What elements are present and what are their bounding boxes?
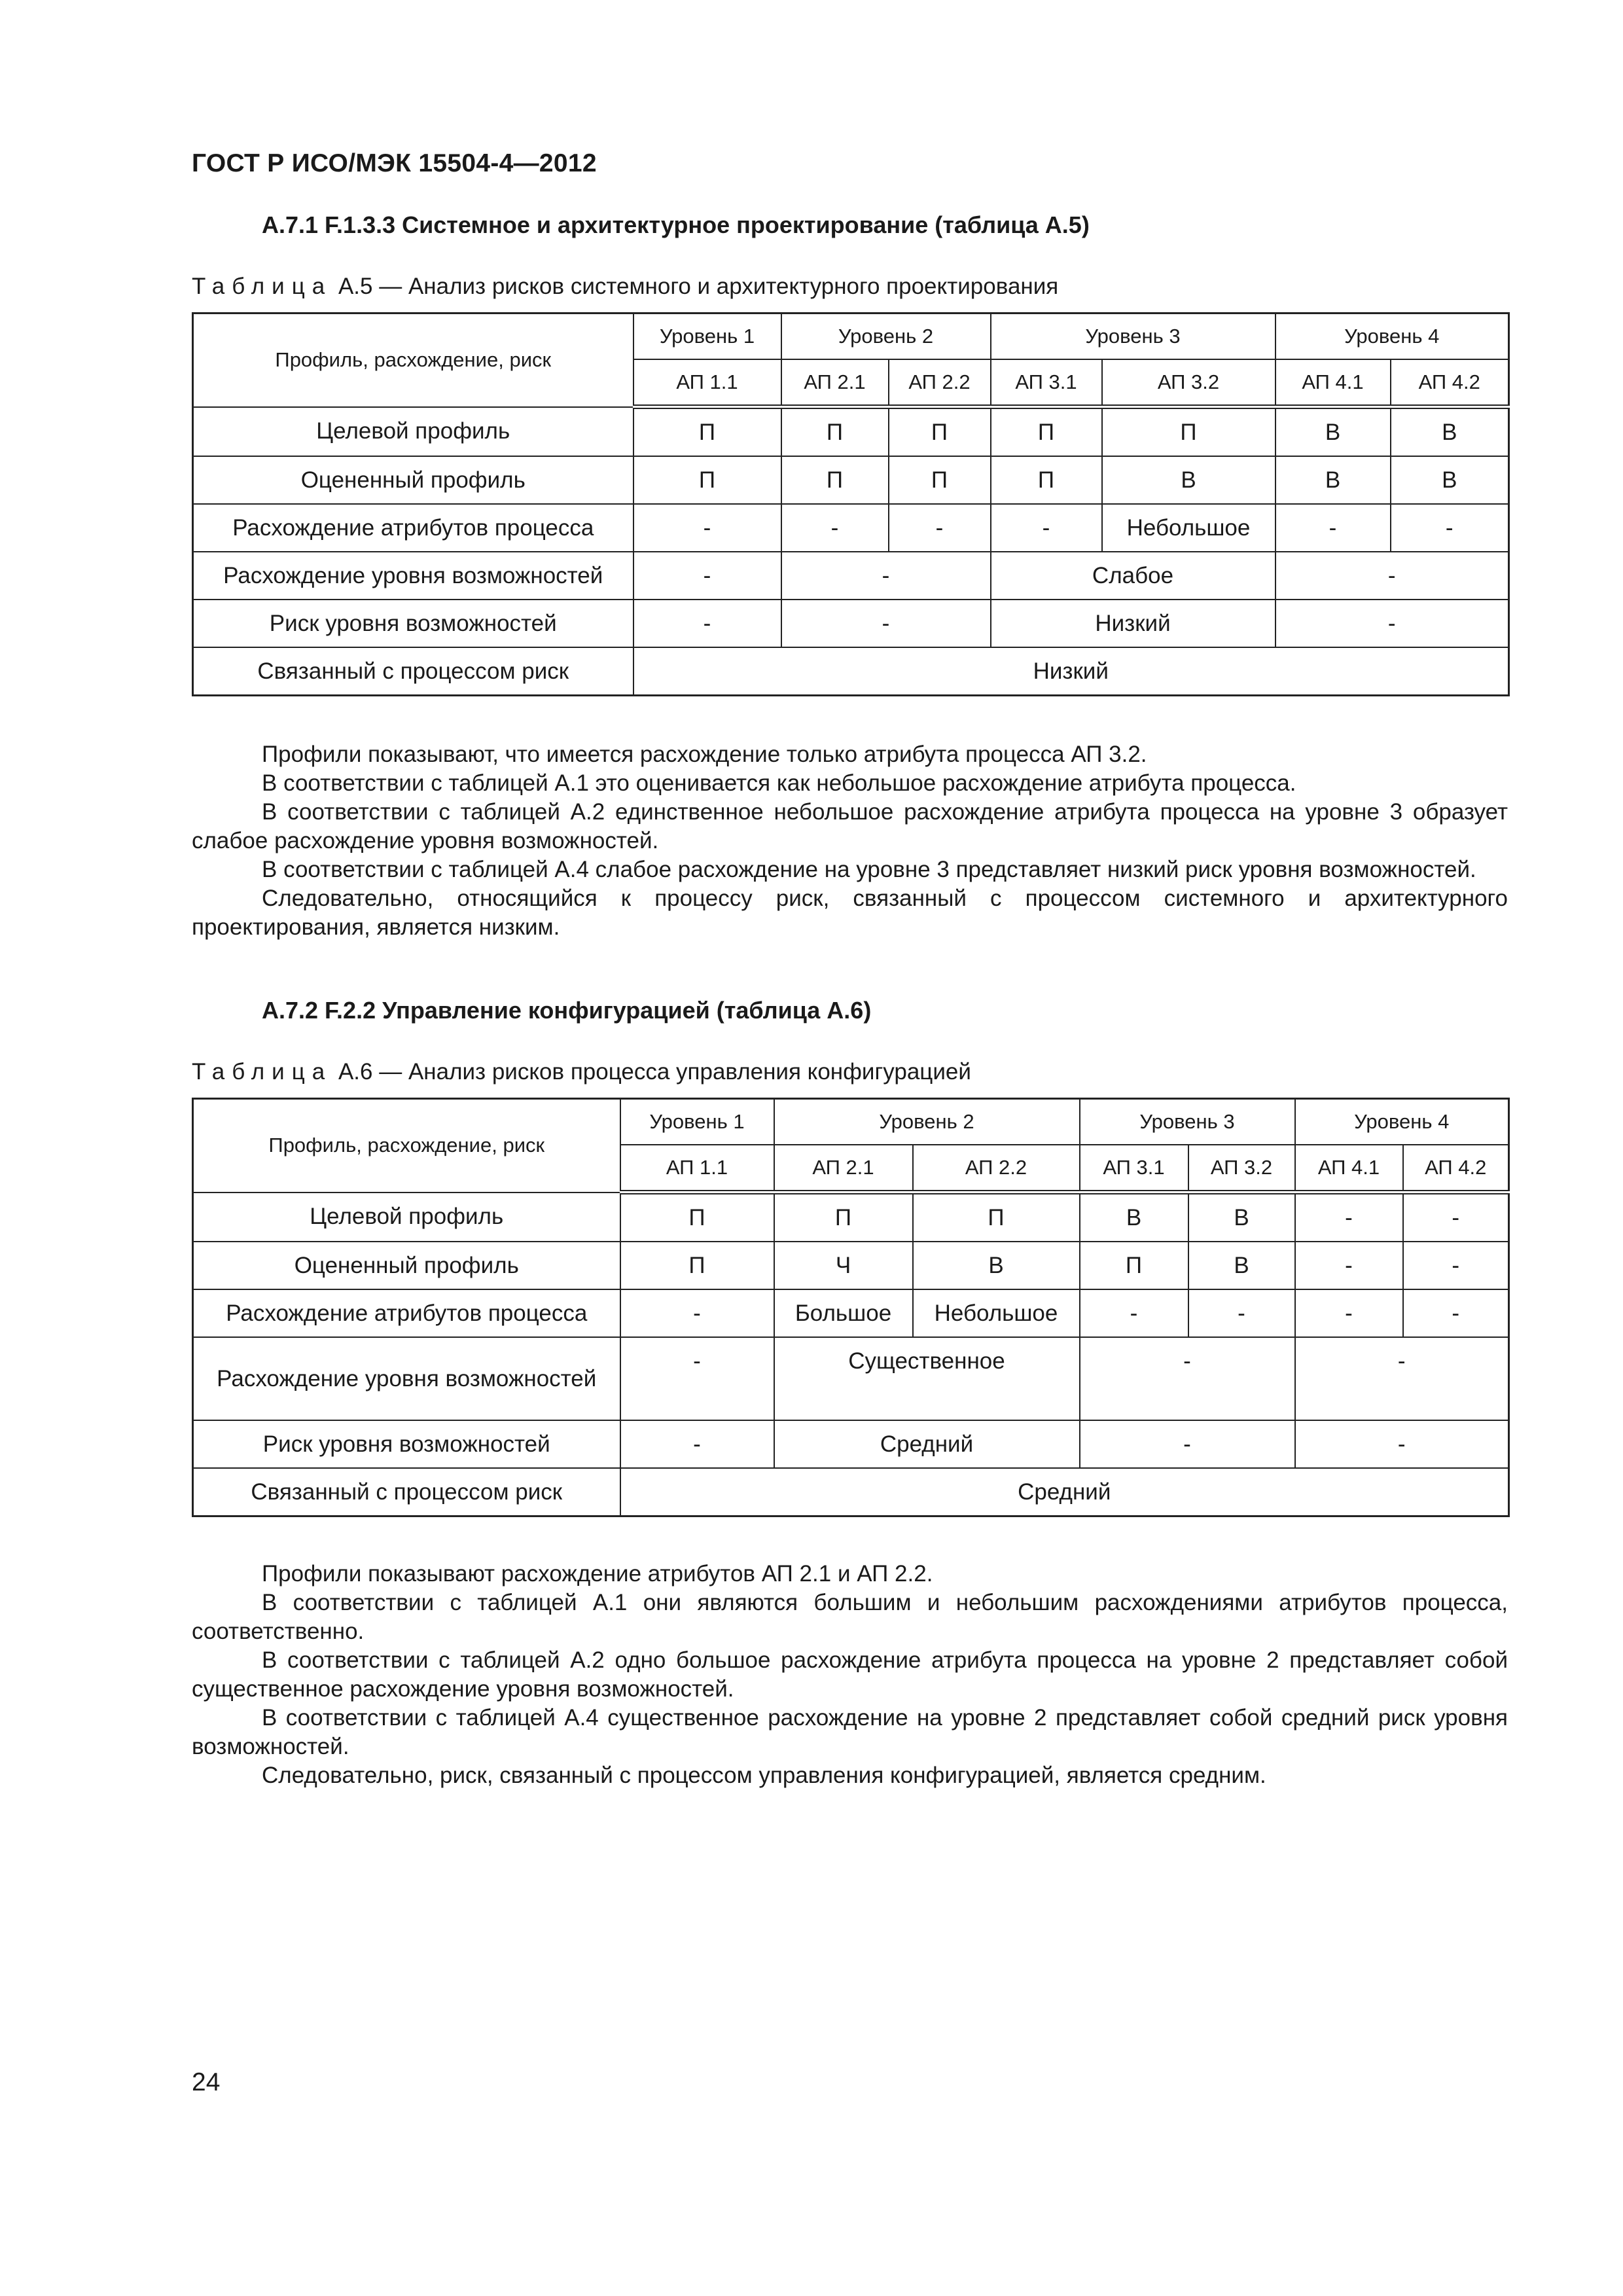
table-row [193, 600, 1509, 647]
table-a6-level-1: Уровень 1 [620, 1099, 774, 1145]
table-cell: П [620, 1193, 774, 1242]
table-row [193, 1420, 1509, 1468]
table-cell: В [1391, 456, 1509, 504]
table-cell: Низкий [633, 647, 1509, 696]
table-cell: Средний [774, 1420, 1080, 1468]
table-cell: - [1295, 1420, 1509, 1468]
table-cell: П [991, 456, 1102, 504]
table-cell: - [633, 552, 781, 600]
table-cell: - [620, 1289, 774, 1337]
paragraph: Профили показывают, что имеется расхождение только атрибута процесса АП 3.2. [262, 742, 1147, 767]
row-label: Расхождение атрибутов процесса [193, 504, 633, 552]
table-a5-level-2: Уровень 2 [781, 314, 991, 360]
table-a6-attr-3-2: АП 3.2 [1188, 1145, 1295, 1193]
table-cell: - [1295, 1242, 1403, 1289]
table-cell: Средний [620, 1468, 1509, 1516]
table-a5-caption-prefix: Таблица [192, 274, 332, 299]
paragraph: В соответствии с таблицей А.1 они являются большим и небольшим расхождениями атрибутов процесса, соответственно. [192, 1590, 1508, 1644]
row-label: Связанный с процессом риск [193, 647, 633, 696]
table-cell: - [1188, 1289, 1295, 1337]
table-row [193, 407, 1509, 457]
document-header: ГОСТ Р ИСО/МЭК 15504-4—2012 [192, 149, 597, 177]
table-cell: В [1188, 1193, 1295, 1242]
row-label: Целевой профиль [193, 1193, 620, 1242]
table-a5 [192, 312, 1510, 696]
section2-body-text [192, 1560, 1508, 1790]
row-label: Оцененный профиль [193, 456, 633, 504]
table-a5-attr-2-1: АП 2.1 [781, 359, 889, 407]
table-cell: - [1275, 600, 1509, 647]
table-cell: П [889, 456, 991, 504]
table-row [193, 1193, 1509, 1242]
table-a6-attr-4-1: АП 4.1 [1295, 1145, 1403, 1193]
table-cell: Небольшое [1102, 504, 1275, 552]
table-cell: - [620, 1337, 774, 1420]
table-row [193, 647, 1509, 696]
table-cell: П [774, 1193, 913, 1242]
table-cell: В [1275, 407, 1391, 457]
table-a5-attr-4-2: АП 4.2 [1391, 359, 1509, 407]
table-cell: Ч [774, 1242, 913, 1289]
table-cell: П [633, 407, 781, 457]
table-cell: Небольшое [913, 1289, 1080, 1337]
table-cell: В [913, 1242, 1080, 1289]
table-cell: Низкий [991, 600, 1275, 647]
table-cell: - [781, 552, 991, 600]
table-row [193, 1468, 1509, 1516]
row-label: Связанный с процессом риск [193, 1468, 620, 1516]
table-a6-level-4: Уровень 4 [1295, 1099, 1509, 1145]
table-row [193, 456, 1509, 504]
table-a5-attr-3-1: АП 3.1 [991, 359, 1102, 407]
table-row [193, 552, 1509, 600]
paragraph: В соответствии с таблицей А.2 единственное небольшое расхождение атрибута процесса на уровне 3 образует слабое расхождение уровня возможностей. [192, 799, 1508, 853]
row-label: Расхождение уровня возможностей [193, 552, 633, 600]
table-a6-corner-header: Профиль, расхождение, риск [193, 1099, 620, 1193]
table-cell: - [1391, 504, 1509, 552]
table-a6 [192, 1098, 1510, 1517]
table-cell: П [620, 1242, 774, 1289]
table-a6-level-2: Уровень 2 [774, 1099, 1080, 1145]
table-cell: - [1080, 1337, 1295, 1420]
table-cell: П [889, 407, 991, 457]
table-cell: Существенное [774, 1337, 1080, 1420]
table-cell: - [1403, 1289, 1509, 1337]
table-cell: - [781, 504, 889, 552]
table-cell: - [1080, 1420, 1295, 1468]
row-label: Риск уровня возможностей [193, 600, 633, 647]
table-cell: П [633, 456, 781, 504]
table-a6-caption [192, 1059, 971, 1085]
table-a6-caption-prefix: Таблица [192, 1059, 332, 1085]
page-number: 24 [192, 2068, 221, 2096]
table-cell: В [1102, 456, 1275, 504]
table-a6-attr-3-1: АП 3.1 [1080, 1145, 1188, 1193]
table-a5-attr-2-2: АП 2.2 [889, 359, 991, 407]
table-cell: П [991, 407, 1102, 457]
table-a6-attr-4-2: АП 4.2 [1403, 1145, 1509, 1193]
table-a5-caption [192, 274, 1058, 300]
table-cell: - [633, 600, 781, 647]
table-a5-caption-text: А.5 — Анализ рисков системного и архитектурного проектирования [332, 274, 1059, 299]
paragraph: В соответствии с таблицей А.2 одно большое расхождение атрибута процесса на уровне 2 представляет собой существенное расхождение уровня возможностей. [192, 1647, 1508, 1702]
table-cell: П [1102, 407, 1275, 457]
table-a5-level-3: Уровень 3 [991, 314, 1275, 360]
table-a6-attr-2-1: АП 2.1 [774, 1145, 913, 1193]
paragraph: В соответствии с таблицей А.1 это оценивается как небольшое расхождение атрибута процесса. [262, 770, 1296, 796]
table-cell: - [1275, 552, 1509, 600]
table-cell: - [1295, 1193, 1403, 1242]
table-row [193, 504, 1509, 552]
row-label: Целевой профиль [193, 407, 633, 457]
table-a5-attr-3-2: АП 3.2 [1102, 359, 1275, 407]
table-cell: - [1295, 1289, 1403, 1337]
row-label: Риск уровня возможностей [193, 1420, 620, 1468]
paragraph: Профили показывают расхождение атрибутов АП 2.1 и АП 2.2. [262, 1561, 933, 1587]
paragraph: Следовательно, риск, связанный с процессом управления конфигурацией, является средним. [262, 1763, 1266, 1788]
section-heading-a71: А.7.1 F.1.3.3 Системное и архитектурное проектирование (таблица А.5) [262, 211, 1090, 238]
table-a5-corner-header: Профиль, расхождение, риск [193, 314, 633, 407]
table-a6-attr-1-1: АП 1.1 [620, 1145, 774, 1193]
table-cell: П [913, 1193, 1080, 1242]
table-cell: В [1275, 456, 1391, 504]
table-cell: - [633, 504, 781, 552]
row-label: Расхождение атрибутов процесса [193, 1289, 620, 1337]
table-cell: Слабое [991, 552, 1275, 600]
table-a5-level-4: Уровень 4 [1275, 314, 1509, 360]
table-cell: - [1403, 1242, 1509, 1289]
table-cell: П [781, 407, 889, 457]
row-label: Расхождение уровня возможностей [193, 1337, 620, 1420]
table-row [193, 1242, 1509, 1289]
table-cell: В [1080, 1193, 1188, 1242]
table-a5-attr-4-1: АП 4.1 [1275, 359, 1391, 407]
table-cell: П [781, 456, 889, 504]
paragraph: В соответствии с таблицей А.4 существенное расхождение на уровне 2 представляет собой средний риск уровня возможностей. [192, 1705, 1508, 1759]
table-a5-level-1: Уровень 1 [633, 314, 781, 360]
table-cell: - [991, 504, 1102, 552]
table-row [193, 1337, 1509, 1420]
table-cell: Большое [774, 1289, 913, 1337]
table-cell: - [1275, 504, 1391, 552]
table-cell: - [1080, 1289, 1188, 1337]
paragraph: Следовательно, относящийся к процессу риск, связанный с процессом системного и архитектурного проектирования, является низким. [192, 886, 1508, 940]
table-cell: В [1188, 1242, 1295, 1289]
section1-body-text [192, 740, 1508, 942]
table-cell: - [1295, 1337, 1509, 1420]
table-cell: - [889, 504, 991, 552]
table-cell: - [620, 1420, 774, 1468]
table-cell: П [1080, 1242, 1188, 1289]
table-a6-caption-text: А.6 — Анализ рисков процесса управления конфигурацией [332, 1059, 971, 1085]
table-a6-attr-2-2: АП 2.2 [913, 1145, 1080, 1193]
table-cell: - [781, 600, 991, 647]
paragraph: В соответствии с таблицей А.4 слабое расхождение на уровне 3 представляет низкий риск уровня возможностей. [262, 857, 1476, 882]
row-label: Оцененный профиль [193, 1242, 620, 1289]
table-row [193, 1289, 1509, 1337]
table-cell: В [1391, 407, 1509, 457]
table-cell: - [1403, 1193, 1509, 1242]
section-heading-a72: А.7.2 F.2.2 Управление конфигурацией (таблица А.6) [262, 997, 872, 1024]
table-a6-level-3: Уровень 3 [1080, 1099, 1295, 1145]
table-a5-attr-1-1: АП 1.1 [633, 359, 781, 407]
